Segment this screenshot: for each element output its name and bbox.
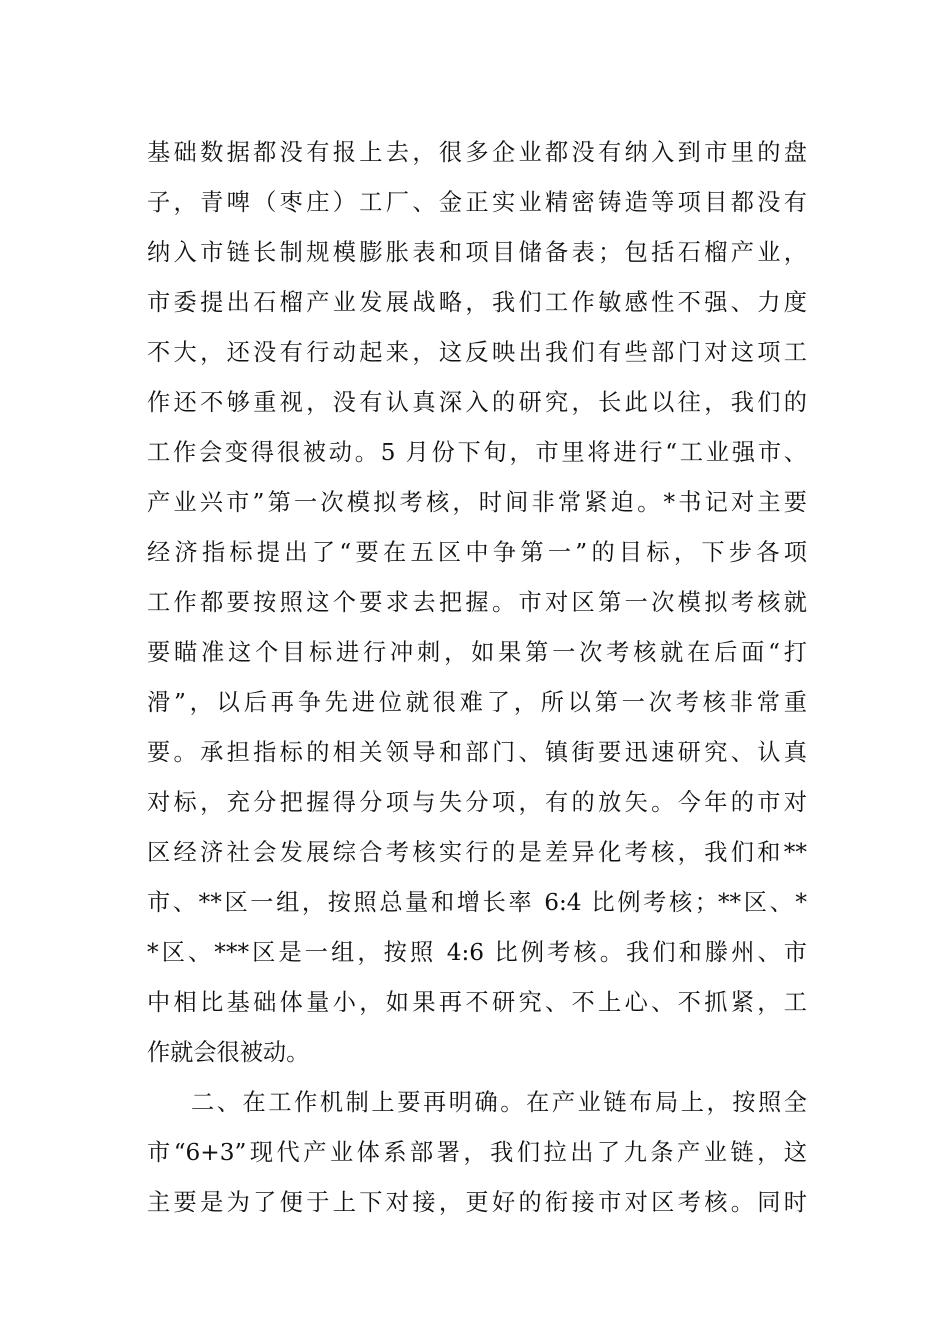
paragraph-1 [147, 128, 807, 1078]
text-line: 市、**区一组，按照总量和增长率 6:4 比例考核；**区、* [147, 889, 807, 916]
document-body [147, 128, 807, 1228]
text-line: 工作会变得很被动。5 月份下旬，市里将进行“工业强市、 [147, 439, 807, 466]
text-line: 中相比基础体量小，如果再不研究、不上心、不抓紧，工 [147, 989, 807, 1016]
text-line: 工作都要按照这个要求去把握。市对区第一次模拟考核就 [147, 589, 807, 616]
text-line: 区经济社会发展综合考核实行的是差异化考核，我们和** [147, 839, 807, 866]
text-line: 要瞄准这个目标进行冲刺，如果第一次考核就在后面“打 [147, 639, 807, 666]
text-line: 不大，还没有行动起来，这反映出我们有些部门对这项工 [147, 339, 807, 366]
text-line: 作就会很被动。 [147, 1039, 310, 1066]
text-line: 经济指标提出了“要在五区中争第一”的目标，下步各项 [147, 539, 807, 566]
text-line: 产业兴市”第一次模拟考核，时间非常紧迫。*书记对主要 [147, 489, 807, 516]
text-line: 市“6+3”现代产业体系部署，我们拉出了九条产业链，这 [147, 1139, 807, 1166]
text-line: 市委提出石榴产业发展战略，我们工作敏感性不强、力度 [147, 289, 807, 316]
text-line: 要。承担指标的相关领导和部门、镇街要迅速研究、认真 [147, 739, 807, 766]
text-line: 主要是为了便于上下对接，更好的衔接市对区考核。同时 [147, 1189, 807, 1216]
text-line: 纳入市链长制规模膨胀表和项目储备表；包括石榴产业， [147, 239, 807, 266]
text-line: 作还不够重视，没有认真深入的研究，长此以往，我们的 [147, 389, 807, 416]
text-line: 子，青啤（枣庄）工厂、金正实业精密铸造等项目都没有 [147, 189, 807, 216]
paragraph-2 [147, 1078, 807, 1228]
text-line: 滑”，以后再争先进位就很难了，所以第一次考核非常重 [147, 689, 807, 716]
text-line: 基础数据都没有报上去，很多企业都没有纳入到市里的盘 [147, 139, 807, 166]
text-line: 二、在工作机制上要再明确。在产业链布局上，按照全 [191, 1089, 807, 1116]
text-line: 对标，充分把握得分项与失分项，有的放矢。今年的市对 [147, 789, 807, 816]
text-line: *区、***区是一组，按照 4:6 比例考核。我们和滕州、市 [147, 939, 807, 966]
